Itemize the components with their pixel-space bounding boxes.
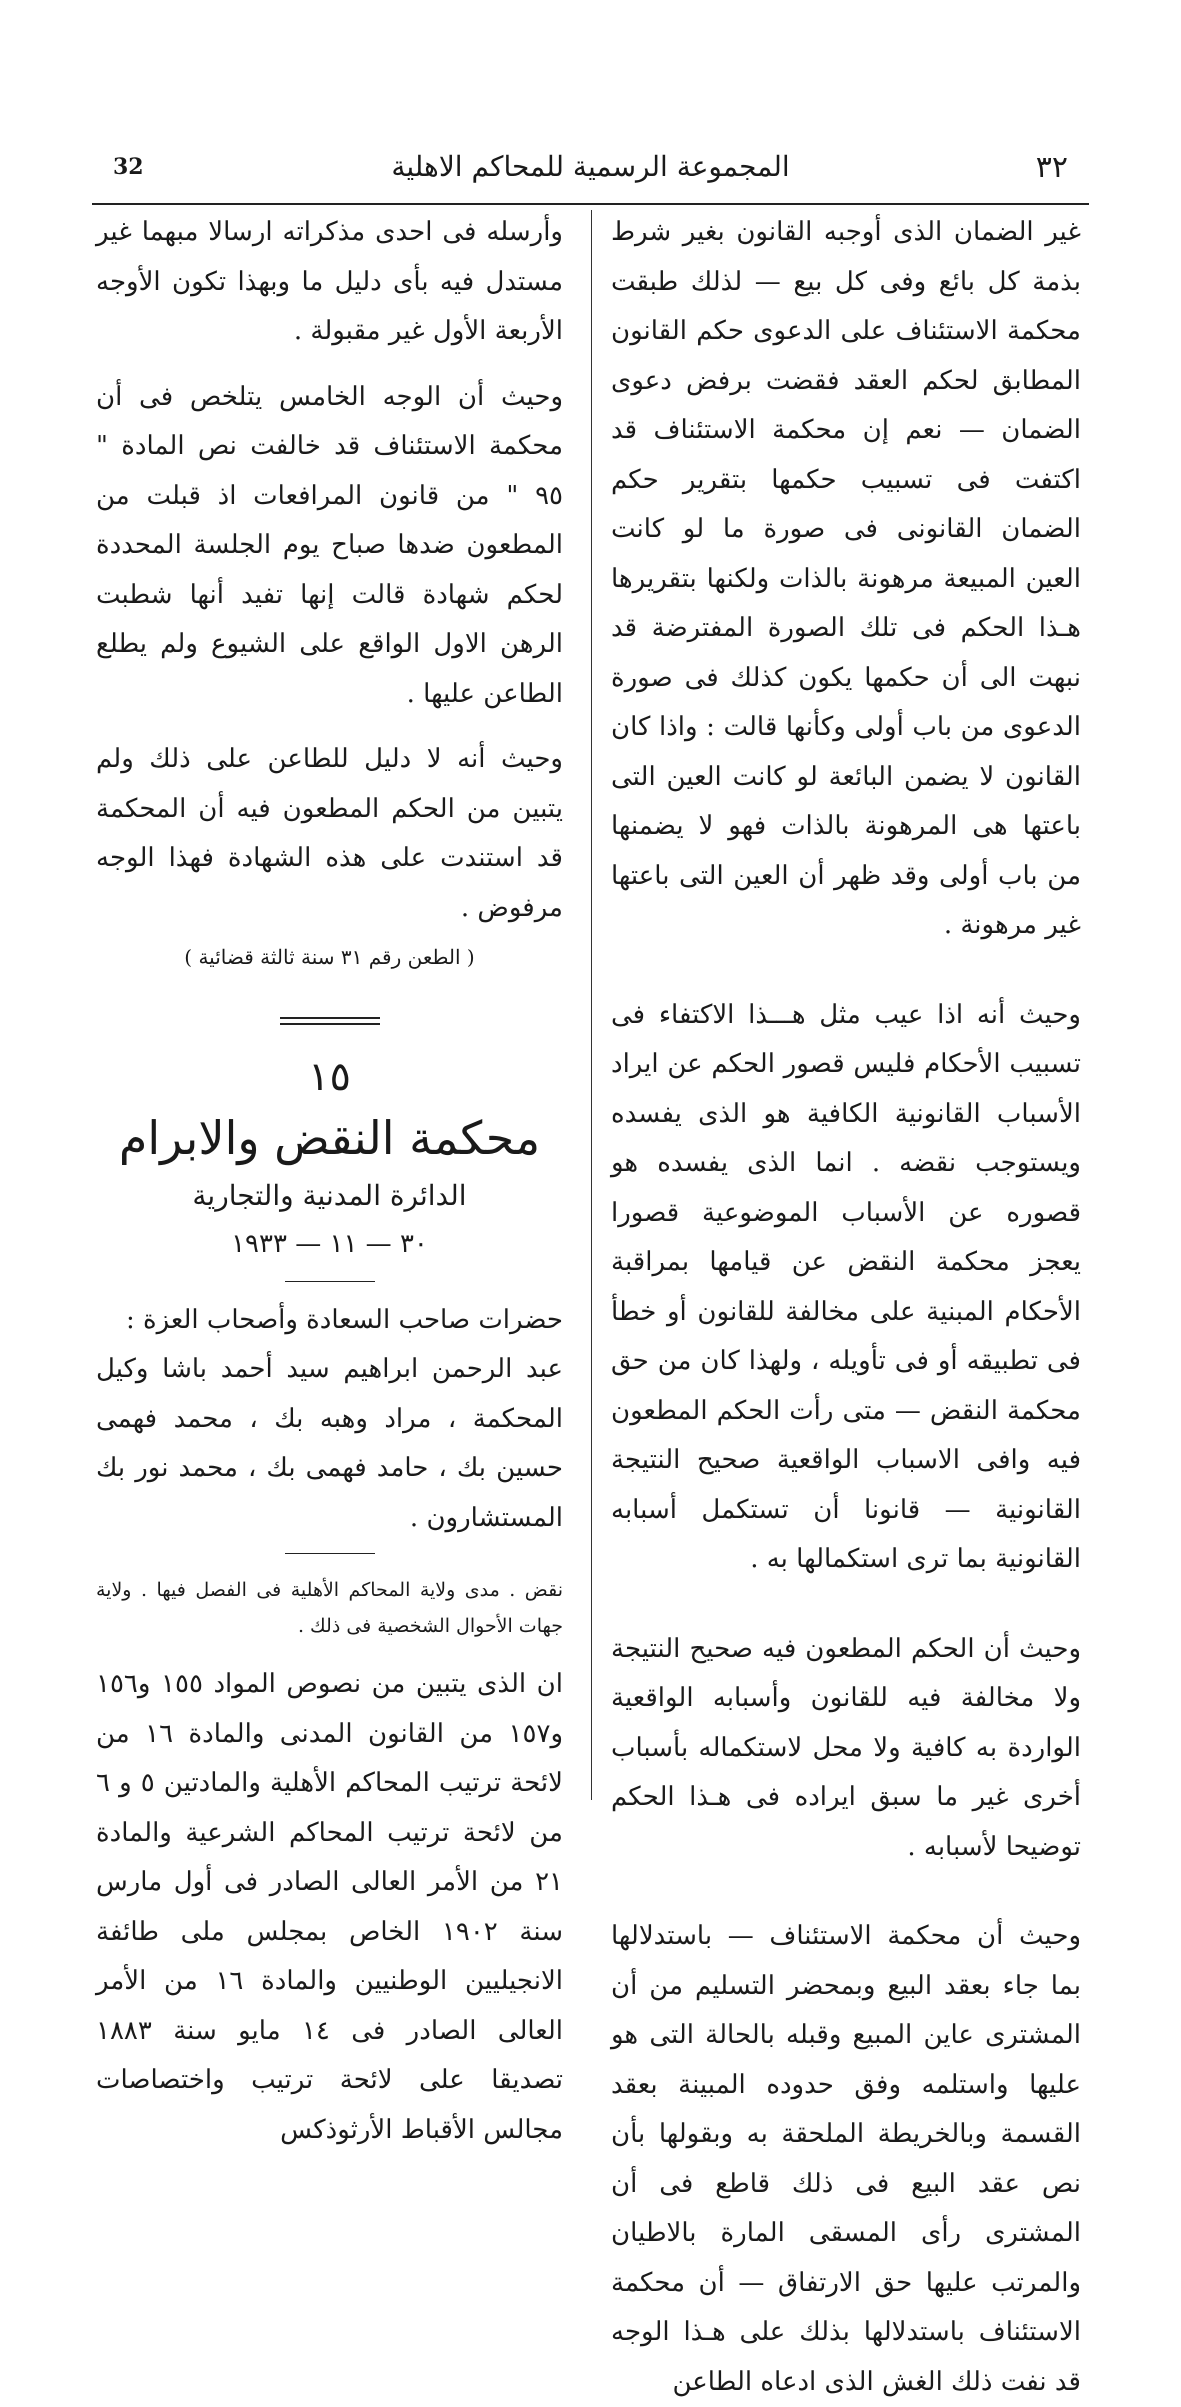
page-number-arabic: ٣٢ — [1035, 150, 1068, 185]
header-rule — [92, 203, 1089, 205]
page-title: المجموعة الرسمية للمحاكم الاهلية — [391, 150, 790, 183]
left-paragraph-3: وحيث أنه لا دليل للطاعن على ذلك ولم يتبين من الحكم المطعون فيه أن المحكمة قد استندت على هذه الشهادة فهذا الوجه مرفوض . — [96, 744, 563, 923]
case-summary: نقض . مدى ولاية المحاكم الأهلية فى الفصل فيها . ولاية جهات الأحوال الشخصية فى ذلك . — [96, 1579, 563, 1637]
judgment-date: ٣٠ — ١١ — ١٩٣٣ — [231, 1228, 428, 1259]
panel-rule — [285, 1553, 375, 1554]
court-name: محكمة النقض والابرام — [118, 1110, 541, 1165]
left-column — [96, 208, 563, 2155]
page-header — [95, 150, 1086, 190]
section-double-rule — [280, 1017, 380, 1025]
case-number: ١٥ — [308, 1053, 351, 1100]
page-number-latin: 32 — [113, 154, 144, 180]
right-paragraph-4: وحيث أن محكمة الاستئناف — باستدلالها بما جاء بعقد البيع وبمحضر التسليم من أن المشترى عاين المبيع وقبله بالحالة التى هو عليها واستلمه وفق حدوده المبينة بعقد القسمة وبالخريطة الملحقة به وبقولها بأن نص عقد البيع فى ذلك قاطع فى أن المشترى رأى المسقى المارة بالاطيان والمرتب عليها حق الارتفاق — أن محكمة الاستئناف باستدلالها بذلك على هـذا الوجه قد نفت ذلك الغش الذى ادعاه الطاعن — [611, 1921, 1081, 2397]
appeal-reference: ( الطعن رقم ٣١ سنة ثالثة قضائية ) — [184, 945, 475, 969]
date-rule — [285, 1281, 375, 1282]
right-column — [611, 208, 1081, 2407]
right-paragraph-3: وحيث أن الحكم المطعون فيه صحيح النتيجة ولا مخالفة فيه للقانون وأسبابه الواقعية الواردة به كافية ولا محل لاستكماله بأسباب أخرى غير ما سبق ايراده فى هـذا الحكم توضيحا لأسبابه . — [611, 1633, 1081, 1862]
left-paragraph-1: وأرسله فى احدى مذكراته ارسالا مبهما غير مستدل فيه بأى دليل ما وبهذا تكون الأوجه الأربعة الأول غير مقبولة . — [96, 217, 563, 346]
left-paragraph-bottom: ان الذى يتبين من نصوص المواد ١٥٥ و١٥٦ و١٥٧ من القانون المدنى والمادة ١٦ من لائحة ترتيب المحاكم الأهلية والمادتين ٥ و ٦ من لائحة ترتيب المحاكم الشرعية والمادة ٢١ من الأمر العالى الصادر فى أول مارس سنة ١٩٠٢ الخاص بمجلس ملى طائفة الانجيليين الوطنيين والمادة ١٦ من الأمر العالى الصادر فى ١٤ مايو سنة ١٨٨٣ تصديقا على لائحة ترتيب واختصاصات مجالس الأقباط الأرثوذكس — [96, 1669, 564, 2145]
panel-members: عبد الرحمن ابراهيم سيد أحمد باشا وكيل المحكمة ، مراد وهبه بك ، محمد فهمى حسين بك ، حامد فهمى بك ، محمد نور بك المستشارون . — [96, 1354, 563, 1533]
column-divider — [591, 210, 592, 1800]
right-paragraph-1: غير الضمان الذى أوجبه القانون بغير شرط بذمة كل بائع وفى كل بيع — لذلك طبقت محكمة الاستئناف على الدعوى حكم القانون المطابق لحكم العقد فقضت برفض دعوى الضمان — نعم إن محكمة الاستئناف قد اكتفت فى تسبيب حكمها بتقرير حكم الضمان القانونى فى صورة ما لو كانت العين المبيعة مرهونة بالذات ولكنها بتقريرها هـذا الحكم فى تلك الصورة المفترضة قد نبهت الى أن حكمها يكون كذلك فى صورة الدعوى من باب أولى وكأنها قالت : واذا كان القانون لا يضمن البائعة لو كانت العين التى باعتها هى المرهونة بالذات فهو لا يضمنها من باب أولى وقد ظهر أن العين التى باعتها غير مرهونة . — [611, 217, 1081, 940]
right-paragraph-2: وحيث أنه اذا عيب مثل هـــذا الاكتفاء فى تسبيب الأحكام فليس قصور الحكم عن ايراد الأسباب القانونية الكافية هو الذى يفسده ويستوجب نقضه . انما الذى يفسده هو قصوره عن الأسباب الموضوعية قصورا يعجز محكمة النقض عن قيامها بمراقبة الأحكام المبنية على مخالفة للقانون أو خطأ فى تطبيقه أو فى تأويله ، ولهذا كان من حق محكمة النقض — متى رأت الحكم المطعون فيه وافى الاسباب الواقعية صحيح النتيجة القانونية — قانونا أن تستكمل أسبابه القانونية بما ترى استكمالها به . — [611, 999, 1081, 1574]
panel-intro: حضرات صاحب السعادة وأصحاب العزة : — [125, 1304, 563, 1335]
court-circuit: الدائرة المدنية والتجارية — [192, 1178, 467, 1212]
left-paragraph-2: وحيث أن الوجه الخامس يتلخص فى أن محكمة الاستئناف قد خالفت نص المادة " ٩٥ " من قانون المرافعات اذ قبلت من المطعون ضدها صباح يوم الجلسة المحددة لحكم شهادة قالت إنها تفيد أنها شطبت الرهن الاول الواقع على الشيوع ولم يطلع الطاعن عليها . — [96, 381, 563, 709]
